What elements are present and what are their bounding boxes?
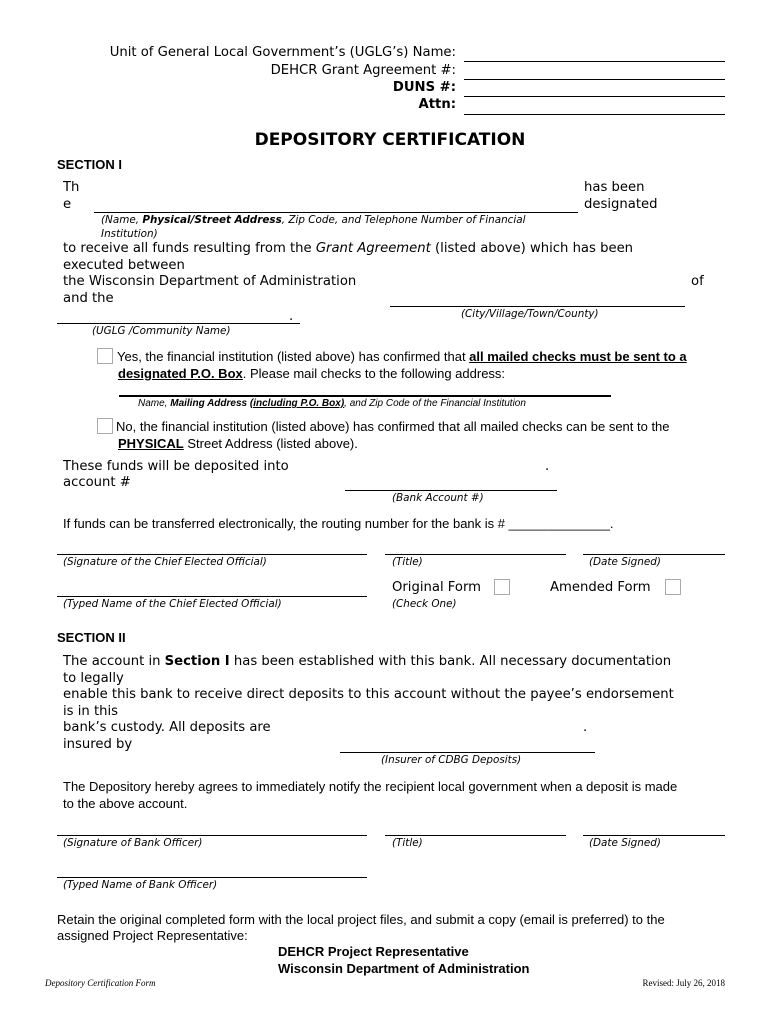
grant-agreement-field[interactable]: [464, 79, 725, 80]
chief-official-title-caption: (Title): [392, 556, 423, 568]
the-text-1: Th: [63, 180, 80, 195]
the-text-2: e: [63, 197, 72, 212]
and-the-text: and the: [63, 291, 114, 306]
section-2-heading: SECTION II: [57, 630, 126, 645]
section-2-line-1: The account in Section I has been established with this bank. All necessary documentation: [63, 654, 672, 669]
section-2-line-6: insured by: [63, 737, 133, 752]
amended-form-label: Amended Form: [550, 580, 651, 595]
bank-account-caption: (Bank Account #): [392, 492, 484, 504]
grant-agreement-label: DEHCR Grant Agreement #:: [270, 63, 456, 78]
city-caption: (City/Village/Town/County): [461, 308, 599, 320]
check-one-caption: (Check One): [392, 598, 457, 610]
project-rep-dept: Wisconsin Department of Administration: [278, 961, 530, 976]
yes-option-text: Yes, the financial institution (listed above) has confirmed that all mailed checks must be sent to a: [117, 349, 687, 364]
chief-official-typed-name-caption: (Typed Name of the Chief Elected Official): [63, 598, 282, 610]
bank-officer-typed-name-field[interactable]: [57, 877, 367, 878]
deposited-period: .: [545, 459, 550, 474]
executed-between-text: executed between: [63, 258, 185, 273]
account-hash-text: account #: [63, 475, 131, 490]
bank-officer-signature-field[interactable]: [57, 835, 367, 836]
of-text: of: [691, 274, 704, 289]
bank-officer-title-caption: (Title): [392, 837, 423, 849]
bank-officer-title-field[interactable]: [385, 835, 566, 836]
mailing-address-field[interactable]: [119, 395, 611, 397]
section-2-line-5: bank’s custody. All deposits are: [63, 720, 271, 735]
retain-text-2: assigned Project Representative:: [57, 928, 248, 943]
has-been-text: has been: [584, 180, 645, 195]
routing-number-text: If funds can be transferred electronically, the routing number for the bank is # ______________.: [63, 516, 614, 531]
chief-official-date-caption: (Date Signed): [589, 556, 661, 568]
deposited-into-text: These funds will be deposited into: [63, 459, 289, 474]
chief-official-signature-caption: (Signature of the Chief Elected Official): [63, 556, 267, 568]
bank-officer-date-field[interactable]: [583, 835, 725, 836]
financial-institution-caption-2: Institution): [101, 228, 158, 240]
page-title: DEPOSITORY CERTIFICATION: [254, 130, 526, 150]
wisconsin-dept-text: the Wisconsin Department of Administration: [63, 274, 357, 289]
no-option-text-2: PHYSICAL Street Address (listed above).: [118, 436, 358, 451]
insurer-field[interactable]: [340, 752, 595, 753]
city-field[interactable]: [390, 306, 685, 307]
bank-officer-typed-name-caption: (Typed Name of Bank Officer): [63, 879, 218, 891]
form-name-footer: Depository Certification Form: [45, 978, 156, 988]
financial-institution-field[interactable]: [94, 212, 578, 213]
amended-form-checkbox[interactable]: [665, 579, 681, 595]
duns-field[interactable]: [464, 96, 725, 97]
financial-institution-caption: (Name, Physical/Street Address, Zip Code, and Telephone Number of Financial: [101, 214, 526, 226]
mailing-address-caption: Name, Mailing Address (including P.O. Box), and Zip Code of the Financial Institution: [138, 398, 526, 409]
section-1-heading: SECTION I: [57, 157, 123, 172]
project-rep-title: DEHCR Project Representative: [278, 944, 469, 959]
no-checkbox[interactable]: [97, 418, 113, 434]
attn-field[interactable]: [464, 114, 725, 115]
uglg-name-field[interactable]: [464, 61, 725, 62]
chief-official-signature-field[interactable]: [57, 554, 367, 555]
original-form-label: Original Form: [392, 580, 482, 595]
section-2-line-4: is in this: [63, 704, 119, 719]
section-2-line-3: enable this bank to receive direct deposits to this account without the payee’s endorsement: [63, 687, 674, 702]
uglg-community-field[interactable]: [57, 323, 300, 324]
chief-official-typed-name-field[interactable]: [57, 596, 367, 597]
duns-label: DUNS #:: [392, 80, 456, 95]
designated-text: designated: [584, 197, 658, 212]
bank-officer-signature-caption: (Signature of Bank Officer): [63, 837, 203, 849]
uglg-name-label: Unit of General Local Government’s (UGLG’s) Name:: [109, 45, 456, 60]
retain-text-1: Retain the original completed form with the local project files, and submit a copy (email is preferred) to the: [57, 912, 665, 927]
no-option-text: No, the financial institution (listed above) has confirmed that all mailed checks can be sent to the: [116, 419, 670, 434]
bank-account-field[interactable]: [345, 490, 557, 491]
section-2-line-2: to legally: [63, 671, 124, 686]
yes-option-text-2: designated P.O. Box. Please mail checks to the following address:: [118, 366, 506, 381]
notify-text-1: The Depository hereby agrees to immediately notify the recipient local government when a deposit is made: [63, 779, 678, 794]
attn-label: Attn:: [418, 97, 456, 112]
original-form-checkbox[interactable]: [494, 579, 510, 595]
bank-officer-date-caption: (Date Signed): [589, 837, 661, 849]
insurer-caption: (Insurer of CDBG Deposits): [381, 754, 522, 766]
notify-text-2: to the above account.: [63, 796, 188, 811]
uglg-community-caption: (UGLG /Community Name): [92, 325, 231, 337]
chief-official-title-field[interactable]: [385, 554, 566, 555]
revised-date-footer: Revised: July 26, 2018: [642, 978, 725, 988]
yes-checkbox[interactable]: [97, 348, 113, 364]
receive-funds-text: to receive all funds resulting from the Grant Agreement (listed above) which has been: [63, 241, 634, 256]
chief-official-date-field[interactable]: [583, 554, 725, 555]
period-mark: .: [289, 309, 294, 324]
section-2-period: .: [583, 720, 588, 735]
